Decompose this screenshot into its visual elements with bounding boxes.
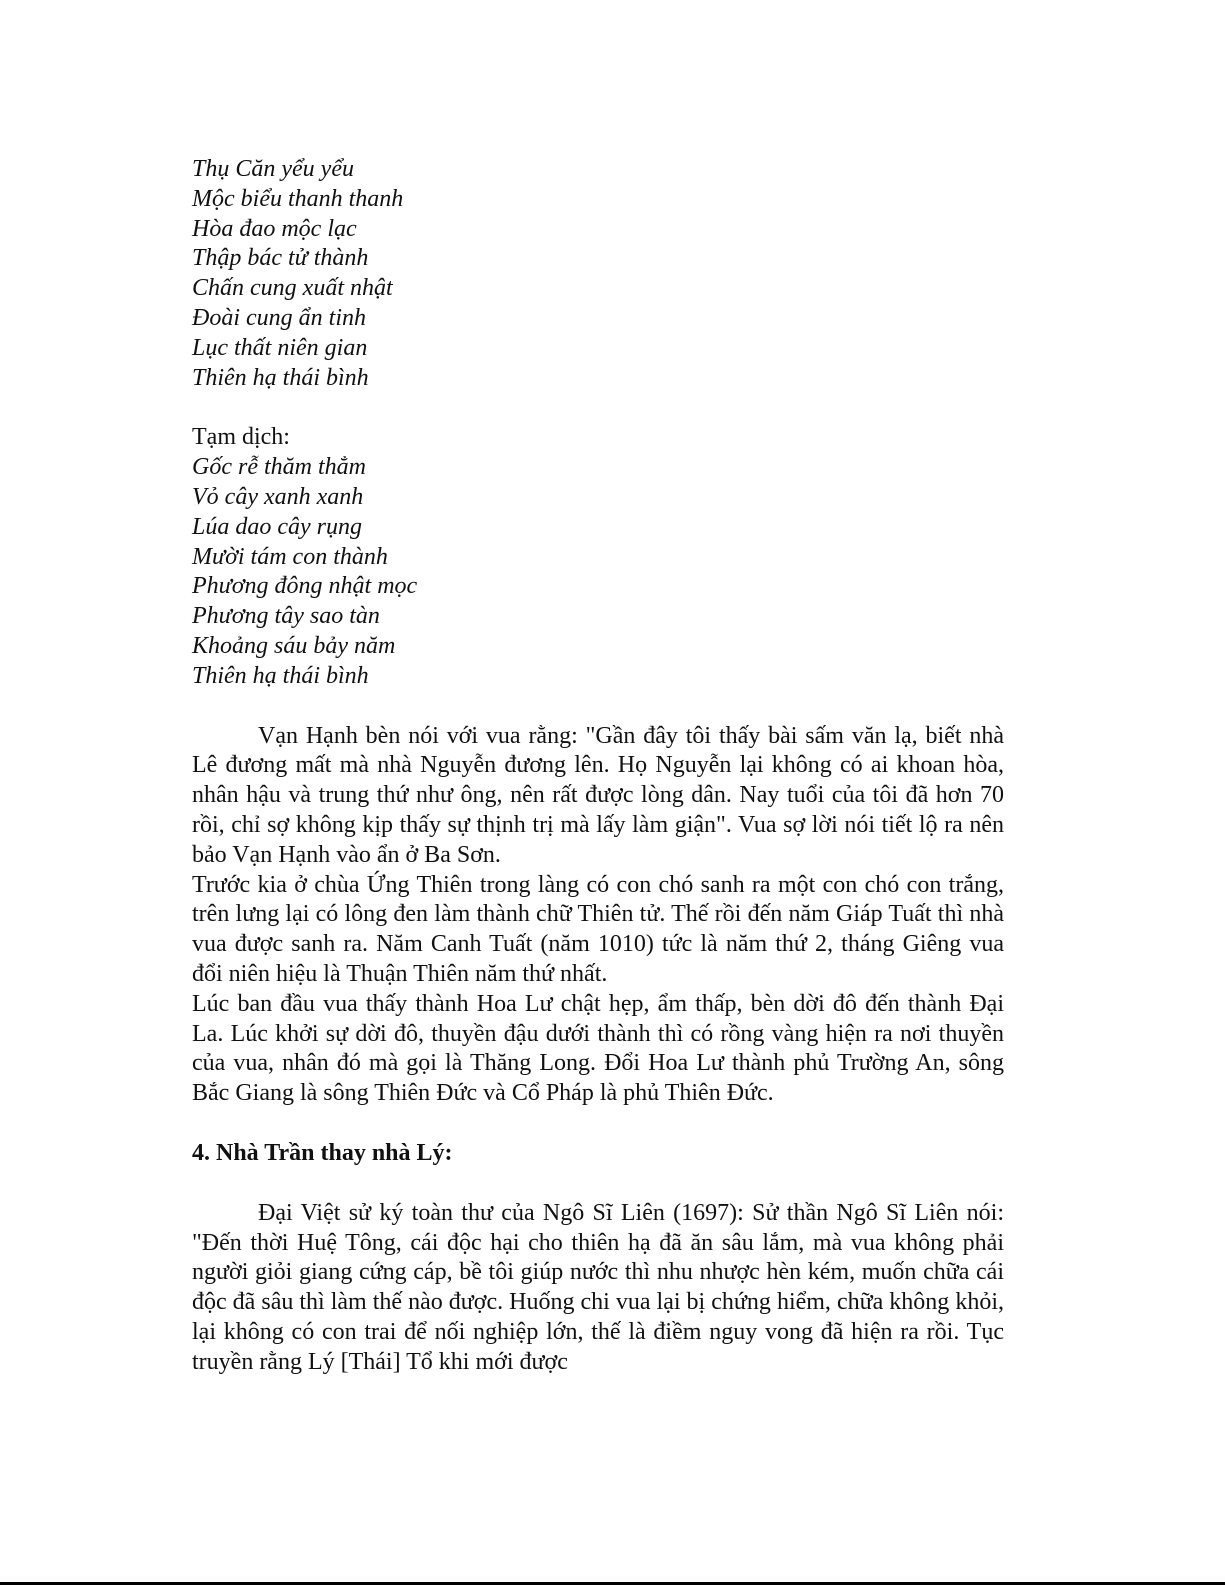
paragraph-thang-long: Lúc ban đầu vua thấy thành Hoa Lư chật hẹp, ẩm thấp, bèn dời đô đến thành Đại La. Lúc khởi sự dời đô, thuyền đậu dưới thành thì có rồng vàng hiện ra nơi thuyền của vua, nhân đó mà gọi là Thăng Long. Đổi Hoa Lư thành phủ Trường An, sông Bắc Giang là sông Thiên Đức và Cổ Pháp là phủ Thiên Đức. <box>192 990 1004 1107</box>
translation-line: Mười tám con thành <box>192 543 388 570</box>
translation-line: Gốc rễ thăm thẳm <box>192 454 366 481</box>
paragraph-van-hanh: Vạn Hạnh bèn nói với vua rằng: "Gần đây tôi thấy bài sấm văn lạ, biết nhà Lê đương mất mà nhà Nguyễn đương lên. Họ Nguyễn lại không có ai khoan hòa, nhân hậu và trung thứ như ông, nên rất được lòng dân. Nay tuổi của tôi đã hơn 70 rồi, chỉ sợ không kịp thấy sự thịnh trị mà lấy làm giận". Vua sợ lời nói tiết lộ ra nên bảo Vạn Hạnh vào ẩn ở Ba Sơn. <box>192 722 1004 868</box>
poem-line: Hòa đao mộc lạc <box>192 215 357 242</box>
spacer <box>192 393 1004 423</box>
translation-line: Thiên hạ thái bình <box>192 662 369 689</box>
translation-line: Phương đông nhật mọc <box>192 573 418 600</box>
poem-line: Thiên hạ thái bình <box>192 364 369 391</box>
document-page <box>192 155 1004 1377</box>
spacer <box>192 1169 1004 1199</box>
poem-line: Mộc biểu thanh thanh <box>192 185 404 212</box>
poem-line: Lục thất niên gian <box>192 334 368 361</box>
translation-line: Khoảng sáu bảy năm <box>192 632 396 659</box>
translation-label: Tạm dịch: <box>192 424 290 451</box>
paragraph-ung-thien: Trước kia ở chùa Ứng Thiên trong làng có con chó sanh ra một con chó con trắng, trên lưng lại có lông đen làm thành chữ Thiên tử. Thế rồi đến năm Giáp Tuất thì nhà vua được sanh ra. Năm Canh Tuất (năm 1010) tức là năm thứ 2, tháng Giêng vua đổi niên hiệu là Thuận Thiên năm thứ nhất. <box>192 871 1004 987</box>
poem-original <box>192 155 1004 393</box>
poem-line: Đoài cung ẩn tinh <box>192 304 366 331</box>
translation-line: Lúa dao cây rụng <box>192 513 362 540</box>
translation-line: Vỏ cây xanh xanh <box>192 483 364 510</box>
poem-translation <box>192 453 1004 691</box>
poem-line: Thập bác tử thành <box>192 245 369 272</box>
poem-line: Thụ Căn yểu yểu <box>192 156 354 182</box>
spacer <box>192 692 1004 722</box>
translation-line: Phương tây sao tàn <box>192 603 380 630</box>
spacer <box>192 1109 1004 1139</box>
paragraph-ngo-si-lien: Đại Việt sử ký toàn thư của Ngô Sĩ Liên (1697): Sử thần Ngô Sĩ Liên nói: "Đến thời Huệ Tông, cái độc hại cho thiên hạ đã ăn sâu lắm, mà vua không phải người giỏi giang cứng cáp, bề tôi giúp nước thì nhu nhược hèn kém, muốn chữa cái độc đã sâu thì làm thế nào được. Huống chi vua lại bị chứng hiểm, chữa không khỏi, lại không có con trai để nối nghiệp lớn, thế là điềm nguy vong đã hiện ra rồi. Tục truyền rằng Lý [Thái] Tổ khi mới được <box>192 1199 1004 1375</box>
section-heading: 4. Nhà Trần thay nhà Lý: <box>192 1139 453 1166</box>
poem-line: Chấn cung xuất nhật <box>192 275 393 302</box>
